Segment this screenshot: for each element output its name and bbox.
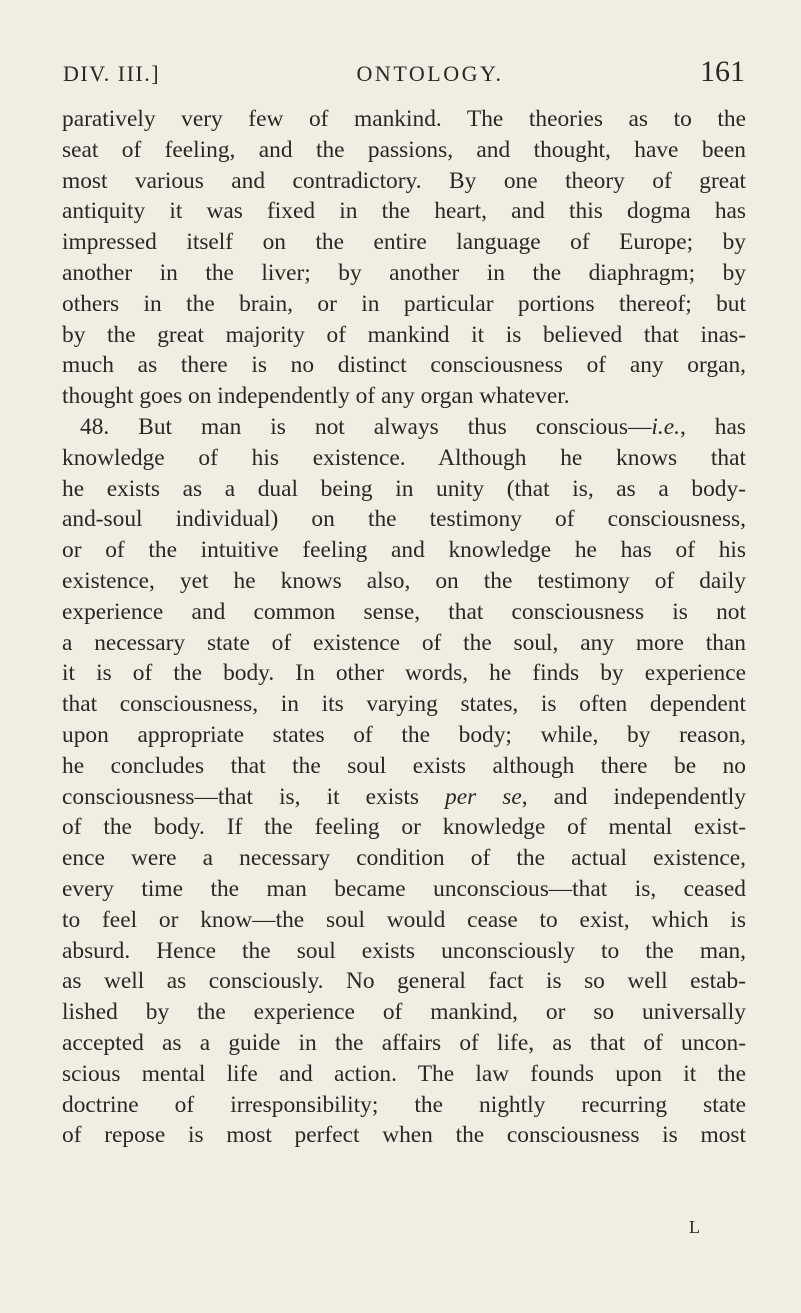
text-line: of repose is most perfect when the consciousness is most <box>62 1122 746 1149</box>
italic-text: per se <box>445 783 522 810</box>
chapter-title: ONTOLOGY. <box>356 61 504 86</box>
text-line: of the body. If the feeling or knowledge of mental exist- <box>62 814 746 841</box>
text-line: a necessary state of existence of the soul, any more than <box>62 629 746 656</box>
text-segment: consciousness—that is, it exists <box>62 783 445 810</box>
text-line: scious mental life and action. The law founds upon it the <box>62 1060 746 1087</box>
text-line: every time the man became unconscious—that is, ceased <box>62 875 746 902</box>
section-marker: DIV. III.] <box>63 61 161 86</box>
text-line: paratively very few of mankind. The theories as to the <box>62 106 746 132</box>
text-segment: 48. But man is not always thus conscious— <box>80 413 652 440</box>
text-line: doctrine of irresponsibility; the nightly recurring state <box>62 1091 746 1118</box>
text-line: existence, yet he knows also, on the testimony of daily <box>62 567 746 594</box>
text-line: seat of feeling, and the passions, and thought, have been <box>62 136 746 163</box>
paragraph-48-first-line <box>62 412 746 443</box>
italic-text: i.e. <box>651 413 680 440</box>
text-line: knowledge of his existence. Although he knows that <box>62 444 746 471</box>
running-head <box>63 55 745 89</box>
text-line: absurd. Hence the soul exists unconsciously to the man, <box>62 937 746 964</box>
signature-mark: L <box>689 1217 701 1237</box>
text-line: much as there is no distinct consciousness of any organ, <box>62 352 746 379</box>
text-line: as well as consciously. No general fact is so well estab- <box>62 968 746 995</box>
text-line: experience and common sense, that consciousness is not <box>62 598 746 625</box>
text-line: impressed itself on the entire language of Europe; by <box>62 229 746 256</box>
text-segment: , and independently <box>521 783 746 810</box>
text-line: he concludes that the soul exists although there be no <box>62 752 746 779</box>
text-line-with-italic <box>62 782 746 813</box>
text-line: and-soul individual) on the testimony of consciousness, <box>62 506 746 533</box>
text-segment: , has <box>679 413 746 440</box>
text-line: another in the liver; by another in the diaphragm; by <box>62 259 746 286</box>
text-line: he exists as a dual being in unity (that is, as a body- <box>62 475 746 502</box>
text-line: or of the intuitive feeling and knowledge he has of his <box>62 537 746 564</box>
body-text <box>62 104 746 1151</box>
text-line: lished by the experience of mankind, or so universally <box>62 999 746 1026</box>
text-line: thought goes on independently of any organ whatever. <box>62 383 570 410</box>
text-line: others in the brain, or in particular portions thereof; but <box>62 290 746 317</box>
text-line: ence were a necessary condition of the actual existence, <box>62 845 746 872</box>
text-line: antiquity it was fixed in the heart, and this dogma has <box>62 198 746 225</box>
text-line: most various and contradictory. By one theory of great <box>62 167 746 194</box>
text-line: by the great majority of mankind it is believed that inas- <box>62 321 746 348</box>
text-line: upon appropriate states of the body; while, by reason, <box>62 721 746 748</box>
page-number: 161 <box>700 55 745 88</box>
text-line: accepted as a guide in the affairs of life, as that of uncon- <box>62 1029 746 1056</box>
text-line: to feel or know—the soul would cease to exist, which is <box>62 906 746 933</box>
text-line: it is of the body. In other words, he finds by experience <box>62 660 746 687</box>
text-line: that consciousness, in its varying states, is often dependent <box>62 691 746 718</box>
